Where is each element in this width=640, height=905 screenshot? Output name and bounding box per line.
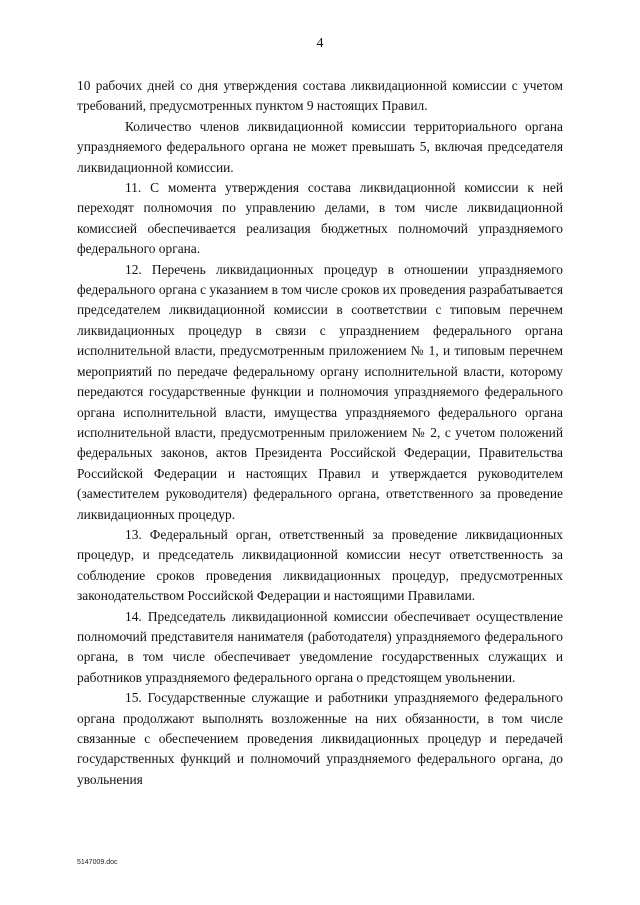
- paragraph-commission-size: Количество членов ликвидационной комиссии территориального органа упраздняемого федерального органа не может превышать 5, включая председателя ликвидационной комиссии.: [77, 118, 563, 175]
- page-number: 4: [316, 36, 324, 51]
- paragraph-12: 12. Перечень ликвидационных процедур в отношении упраздняемого федерального органа с указанием в том числе сроков их проведения разрабатывается председателем ликвидационной комиссии в соответствии с типовым перечнем ликвидационных процедур в связи с упразднением федерального органа исполнительной власти, предусмотренным приложением № 1, и типовым перечнем мероприятий по передаче федеральному органу исполнительной власти, которому передаются государственные функции и полномочия упраздняемого федерального органа исполнительной власти, имущества упраздняемого федерального органа исполнительной власти, предусмотренным приложением № 2, с учетом положений федеральных законов, актов Президента Российской Федерации, Правительства Российской Федерации и настоящих Правил и утверждается руководителем (заместителем руководителя) федерального органа, ответственного за проведение ликвидационных процедур.: [77, 261, 563, 522]
- paragraph-14: 14. Председатель ликвидационной комиссии обеспечивает осуществление полномочий представителя нанимателя (работодателя) упраздняемого федерального органа, в том числе обеспечивает уведомление государственных служащих и работников упраздняемого федерального органа о предстоящем увольнении.: [77, 608, 563, 685]
- paragraph-continuation: 10 рабочих дней со дня утверждения состава ликвидационной комиссии с учетом требований, предусмотренных пунктом 9 настоящих Правил.: [77, 78, 563, 114]
- paragraph-15: 15. Государственные служащие и работники упраздняемого федерального органа продолжают выполнять возложенные на них обязанности, в том числе связанные с обеспечением проведения ликвидационных процедур и передачей государственных функций и полномочий упраздняемого федерального органа, до увольнения: [77, 690, 563, 787]
- paragraph-13: 13. Федеральный орган, ответственный за проведение ликвидационных процедур, и председатель ликвидационной комиссии несут ответственность за соблюдение сроков проведения ликвидационных процедур, предусмотренных законодательством Российской Федерации и настоящими Правилами.: [77, 526, 563, 604]
- document-body: [77, 76, 563, 790]
- paragraph-11: 11. С момента утверждения состава ликвидационной комиссии к ней переходят полномочия по управлению делами, в том числе ликвидационной комиссией обеспечивается реализация бюджетных полномочий упраздняемого федерального органа.: [77, 180, 563, 257]
- document-filename-footer: 5147009.doc: [77, 859, 118, 866]
